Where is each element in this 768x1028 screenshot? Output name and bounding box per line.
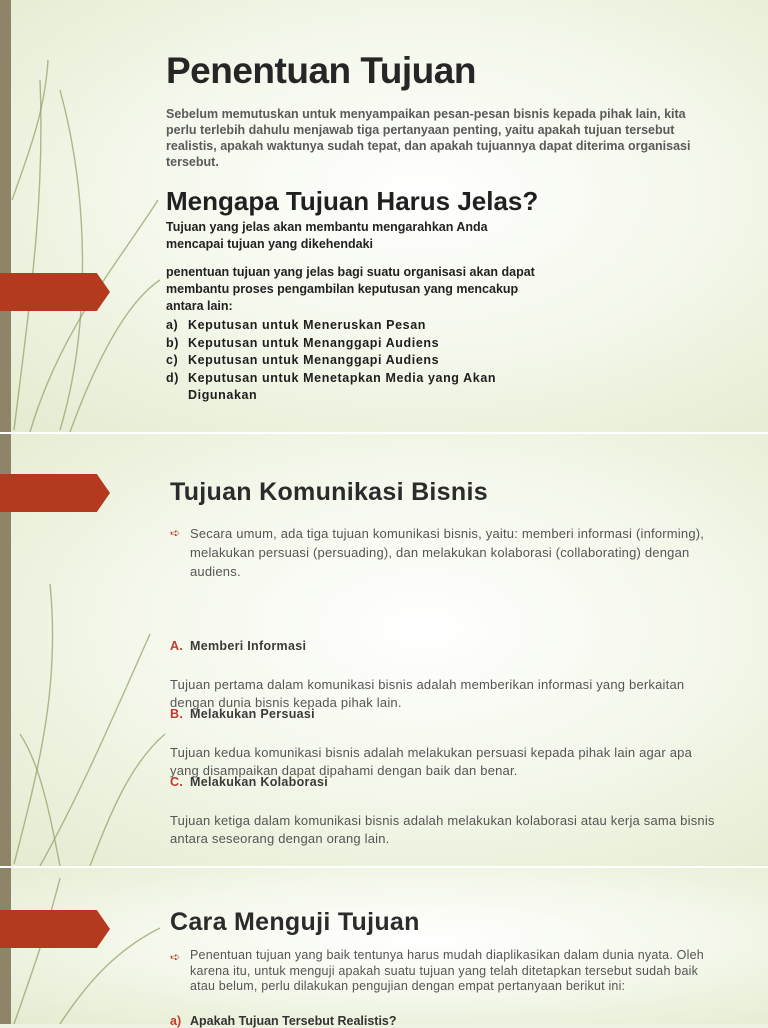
list-item-text: Apakah Tujuan Tersebut Realistis? — [190, 1014, 397, 1028]
arrow-right-icon: ➪ — [170, 526, 181, 540]
list-marker: b) — [166, 335, 179, 350]
bullet-point — [170, 524, 715, 581]
paragraph-2: penentuan tujuan yang jelas bagi suatu organisasi akan dapat membantu proses pengambilan keputusan yang mencakup antara lain: — [166, 265, 535, 313]
subheading-a — [170, 639, 306, 653]
slide-marker-arrow — [0, 273, 110, 311]
item-letter: A. — [170, 639, 184, 653]
slide-cara-menguji — [0, 868, 768, 1024]
arrow-right-icon: ➪ — [170, 950, 181, 964]
bullet-text: Secara umum, ada tiga tujuan komunikasi bisnis, yaitu: memberi informasi (informing), melakukan persuasi (persuading), dan melakukan kolaborasi (collaborating) dengan audiens. — [190, 526, 705, 579]
decorative-curves — [0, 0, 160, 432]
intro-paragraph: Sebelum memutuskan untuk menyampaikan pesan-pesan bisnis kepada pihak lain, kita perlu terlebih dahulu menjawab tiga pertanyaan penting, yaitu apakah tujuan tersebut realistis, apakah waktunya sudah tepat, dan apakah tujuannya dapat diterima organisasi tersebut. — [166, 107, 691, 169]
item-description: Tujuan kedua komunikasi bisnis adalah melakukan persuasi kepada pihak lain agar apa yang disampaikan dapat dipahami dengan baik dan benar. — [170, 745, 692, 778]
item-heading: Melakukan Persuasi — [190, 707, 315, 721]
list-item-text: Keputusan untuk Menetapkan Media yang Akan Digunakan — [188, 370, 497, 402]
list-marker: d) — [166, 370, 179, 385]
list-item-text: Keputusan untuk Menanggapi Audiens — [188, 335, 440, 350]
item-heading: Memberi Informasi — [190, 639, 307, 653]
paragraph-1: Tujuan yang jelas akan membantu mengarahkan Anda mencapai tujuan yang dikehendaki — [166, 220, 488, 251]
subheading-b — [170, 707, 315, 721]
list-item-partial — [170, 1014, 397, 1028]
slide-title: Cara Menguji Tujuan — [170, 908, 420, 936]
slide-title: Tujuan Komunikasi Bisnis — [170, 478, 488, 506]
list-marker: a) — [170, 1014, 182, 1028]
list-marker: a) — [166, 318, 179, 332]
item-letter: C. — [170, 775, 184, 789]
section-heading: Mengapa Tujuan Harus Jelas? — [166, 186, 539, 216]
slide-penentuan-tujuan — [0, 0, 768, 432]
item-heading: Melakukan Kolaborasi — [190, 775, 328, 789]
bullet-text: Penentuan tujuan yang baik tentunya harus mudah diaplikasikan dalam dunia nyata. Oleh karena itu, untuk menguji apakah suatu tujuan yang telah ditetapkan tersebut sudah baik atau belum, perlu dilakukan pengujian dengan empat pertanyaan berikut ini: — [190, 948, 704, 993]
subheading-c — [170, 775, 328, 789]
slide-marker-arrow — [0, 910, 110, 948]
list-item — [166, 352, 546, 370]
bullet-point — [170, 948, 720, 995]
list-item — [166, 317, 546, 335]
item-letter: B. — [170, 707, 184, 721]
slide-title: Penentuan Tujuan — [166, 50, 476, 91]
list-item-text: Keputusan untuk Meneruskan Pesan — [188, 318, 426, 332]
list-item — [166, 370, 546, 405]
decision-list — [166, 317, 546, 405]
item-description: Tujuan pertama dalam komunikasi bisnis adalah memberikan informasi yang berkaitan dengan dunia bisnis kepada pihak lain. — [170, 677, 685, 710]
item-description: Tujuan ketiga dalam komunikasi bisnis adalah melakukan kolaborasi atau kerja sama bisnis antara seseorang dengan orang lain. — [170, 813, 715, 846]
slide-marker-arrow — [0, 474, 110, 512]
list-item-text: Keputusan untuk Menanggapi Audiens — [188, 353, 440, 367]
list-marker: c) — [166, 353, 179, 367]
list-item — [166, 335, 546, 353]
